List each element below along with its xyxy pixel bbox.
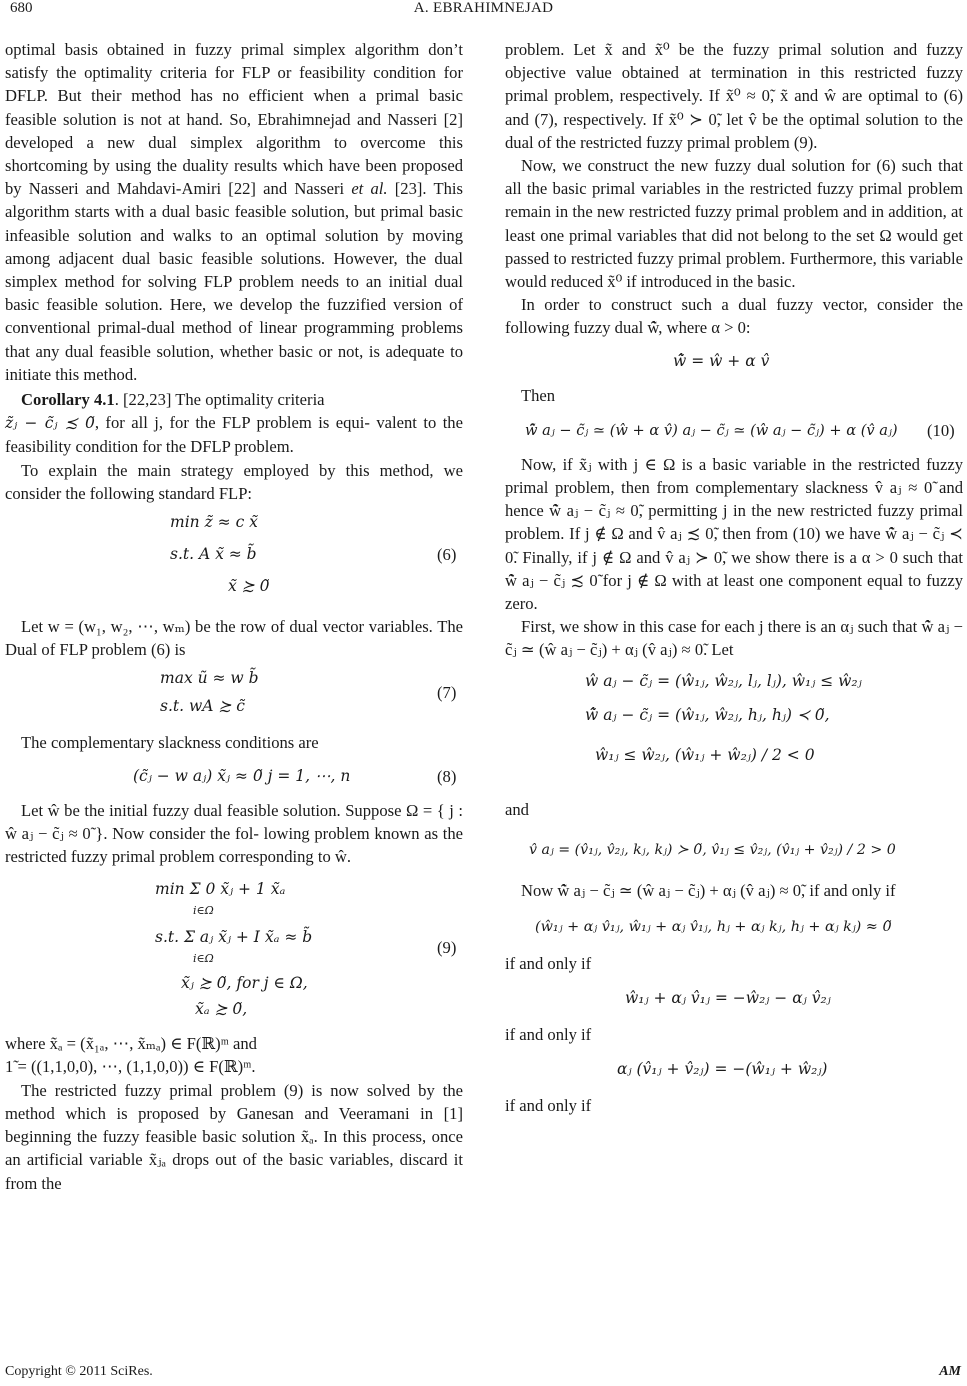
equation-7 bbox=[160, 667, 463, 723]
paragraph: and bbox=[505, 799, 529, 819]
equation-a bbox=[505, 668, 963, 780]
right-column bbox=[505, 38, 963, 1118]
paragraph: if and only if bbox=[505, 954, 592, 974]
equation-line: x̃ⱼ ≿ 0̃, for j ∈ Ω, bbox=[181, 974, 308, 993]
equation-9 bbox=[5, 874, 463, 1024]
equation-line: min Σ 0 x̃ⱼ + 1 x̃ₐ bbox=[155, 880, 286, 899]
equation-line: min z̃ ≈ c x̃ bbox=[170, 513, 258, 532]
equation-e bbox=[505, 1052, 963, 1086]
equation-number: (8) bbox=[437, 766, 457, 786]
equation-w bbox=[505, 346, 963, 376]
paragraph: where x̃ₐ = (x̃₁ₐ, ⋯, x̃ₘₐ) ∈ F(ℝ)ᵐ and 1̃ = ((1,1,0,0), ⋯, (1,1,0,0)) ∈ F(ℝ)ᵐ. bbox=[5, 1034, 257, 1077]
paragraph: problem. Let x̃ and x̃⁰ be the fuzzy primal solution and fuzzy objective value obtained at termination in this restricted fuzzy primal problem, respectively. If x̃⁰ ≈ 0̃, x̃ and ŵ are optimal to (6) and (7), respectively. If x̃⁰ ≻ 0̃, let v̂ be the optimal solution to the dual of the restricted fuzzy primal problem (9). bbox=[505, 40, 963, 152]
paragraph: Let ŵ be the initial fuzzy dual feasible solution. Suppose Ω = { j : ŵ aⱼ − c̃ⱼ ≈ 0̃ }. Now consider the fol- lowing problem known as the restricted fuzzy primal problem corresponding to ŵ. bbox=[5, 800, 463, 867]
equation-line: (ŵ₁ⱼ + αⱼ v̂₁ⱼ, ŵ₁ⱼ + αⱼ v̂₁ⱼ, hⱼ + αⱼ kⱼ, hⱼ + αⱼ kⱼ) ≈ 0̃ bbox=[535, 919, 892, 936]
equation-line: s.t. wA ≿ c̃ bbox=[160, 697, 245, 716]
paragraph: Now, if x̃ⱼ with j ∈ Ω is a basic variable in the restricted fuzzy primal problem, then from complementary slackness v̂ aⱼ ≈ 0̃ and hence w̃̂ aⱼ − c̃ⱼ ≈ 0̃, permitting j in the new restricted fuzzy primal problem. If j ∉ Ω and v̂ aⱼ ≾ 0̃, then from (10) we have w̃̂ aⱼ − c̃ⱼ ≺ 0̃. Finally, if j ∉ Ω and v̂ aⱼ ≻ 0̃, we show there is a α > 0 such that w̃̂ aⱼ − c̃ⱼ ≾ 0̃ for j ∉ Ω with at least one component equal to fuzzy zero. bbox=[505, 454, 963, 614]
footer-journal: AM bbox=[939, 1364, 961, 1379]
paragraph: In order to construct such a dual fuzzy vector, consider the following fuzzy dual w̃̂, where α > 0: bbox=[505, 295, 963, 338]
equation-number: (10) bbox=[927, 420, 955, 440]
paragraph: Then bbox=[521, 385, 556, 405]
equation-line: x̃ₐ ≿ 0̃, bbox=[195, 1000, 248, 1019]
equation-6 bbox=[170, 511, 463, 607]
corollary: Corollary 4.1. [22,23] The optimality criteria z̃ⱼ − c̃ⱼ ≾ 0̃, for all j, for the FLP problem is equi- valent to the feasibility condition for the DFLP problem. bbox=[5, 390, 463, 457]
equation-line: s.t. A x̃ ≈ b̃ bbox=[170, 545, 257, 564]
equation-subscript: i∈Ω bbox=[193, 952, 214, 966]
paragraph: Now w̃̂ aⱼ − c̃ⱼ ≃ (ŵ aⱼ − c̃ⱼ) + αⱼ (v̂ aⱼ) ≈ 0̃, if and only if bbox=[521, 880, 896, 900]
equation-line: s.t. Σ aⱼ x̃ⱼ + I x̃ₐ ≈ b̃ bbox=[155, 928, 313, 947]
paragraph: if and only if bbox=[505, 1025, 592, 1045]
equation-8 bbox=[5, 761, 463, 791]
equation-subscript: i∈Ω bbox=[193, 904, 214, 918]
equation-b bbox=[505, 827, 963, 871]
equation-number: (7) bbox=[437, 683, 457, 703]
paragraph: optimal basis obtained in fuzzy primal simplex algorithm don’t satisfy the optimality criteria for FLP or feasibility condition for DFLP. But their method has no efficient when a primal basic feasible solution is not at hand. So, Ebrahimnejad and Nasseri [2] developed a new dual simplex algorithm to overcome this shortcoming by using the duality results which have been proposed by Nasseri and Mahdavi-Amiri [22] and Nasseri et al. [23]. This algorithm starts with a dual basic feasible solution, but primal basic infeasible solution and walks to an optimal solution by moving among adjacent dual basic feasible solutions. However, the dual simplex method for solving FLP problem needs to an initial dual basic feasible solution. Here, we develop the fuzzified version of conventional primal-dual method of linear programming problems that any dual feasible solution, whether basic or not, is adequate to initiate this method. bbox=[5, 40, 463, 384]
paragraph: To explain the main strategy employed by this method, we consider the following standard FLP: bbox=[5, 460, 463, 503]
equation-line: max ũ ≈ w b̃ bbox=[160, 669, 259, 688]
equation-line: αⱼ (v̂₁ⱼ + v̂₂ⱼ) = −(ŵ₁ⱼ + ŵ₂ⱼ) bbox=[617, 1060, 828, 1079]
page-number: 680 bbox=[10, 0, 33, 16]
equation-line: v̂ aⱼ = (v̂₁ⱼ, v̂₂ⱼ, kⱼ, kⱼ) ≻ 0̃, v̂₁ⱼ ≤ v̂₂ⱼ, (v̂₁ⱼ + v̂₂ⱼ) / 2 > 0 bbox=[529, 841, 896, 858]
paragraph: First, we show in this case for each j there is an αⱼ such that w̃̂ aⱼ − c̃ⱼ ≃ (ŵ aⱼ − c̃ⱼ) + αⱼ (v̂ aⱼ) ≈ 0̃. Let bbox=[505, 617, 963, 660]
equation-line: w̃̂ aⱼ − c̃ⱼ ≃ (ŵ + α v̂) aⱼ − c̃ⱼ ≃ (ŵ aⱼ − c̃ⱼ) + α (v̂ aⱼ) bbox=[525, 421, 898, 439]
equation-line: ŵ aⱼ − c̃ⱼ = (ŵ₁ⱼ, ŵ₂ⱼ, lⱼ, lⱼ), ŵ₁ⱼ ≤ ŵ₂ⱼ bbox=[585, 671, 862, 690]
paragraph: Let w = (w₁, w₂, ⋯, wₘ) be the row of dual vector variables. The Dual of FLP problem (6) is bbox=[5, 617, 463, 660]
footer-copyright: Copyright © 2011 SciRes. bbox=[5, 1364, 153, 1379]
equation-line: ŵ₁ⱼ ≤ ŵ₂ⱼ, (ŵ₁ⱼ + ŵ₂ⱼ) / 2 < 0 bbox=[595, 745, 815, 764]
equation-c bbox=[505, 908, 963, 944]
paragraph: if and only if bbox=[505, 1096, 592, 1116]
equation-line: x̃ ≿ 0̃ bbox=[228, 577, 270, 596]
paragraph: The restricted fuzzy primal problem (9) is now solved by the method which is proposed by Ganesan and Veeramani in [1] beginning the fuzzy feasible basic solution x̃ₐ. In this process, once an artificial variable x̃ⱼₐ drops out of the basic variables, discard it from the bbox=[5, 1080, 463, 1193]
left-column bbox=[5, 38, 463, 1195]
paragraph: The complementary slackness conditions are bbox=[21, 733, 319, 753]
equation-line: w̃̂ aⱼ − c̃ⱼ = (ŵ₁ⱼ, ŵ₂ⱼ, hⱼ, hⱼ) ≺ 0̃, bbox=[585, 705, 830, 724]
equation-number: (6) bbox=[437, 545, 457, 565]
equation-line: w̃̂ = ŵ + α v̂ bbox=[673, 351, 770, 370]
equation-d bbox=[505, 981, 963, 1015]
equation-number: (9) bbox=[437, 938, 457, 958]
equation-10 bbox=[505, 413, 963, 445]
equation-line: ŵ₁ⱼ + αⱼ v̂₁ⱼ = −ŵ₂ⱼ − αⱼ v̂₂ⱼ bbox=[625, 989, 831, 1008]
equation-line: (c̃ⱼ − w aⱼ) x̃ⱼ ≈ 0̃ j = 1, ⋯, n bbox=[133, 766, 351, 785]
paragraph: Now, we construct the new fuzzy dual solution for (6) such that all the basic primal variables in the restricted fuzzy primal problem remain in the new restricted fuzzy primal problem and in addition, at least one primal variables that did not belong to the set Ω would get passed to restricted fuzzy primal problem. Furthermore, this variable would reduced x̃⁰ if introduced in the basic. bbox=[505, 156, 963, 292]
running-head: A. EBRAHIMNEJAD bbox=[413, 0, 554, 16]
